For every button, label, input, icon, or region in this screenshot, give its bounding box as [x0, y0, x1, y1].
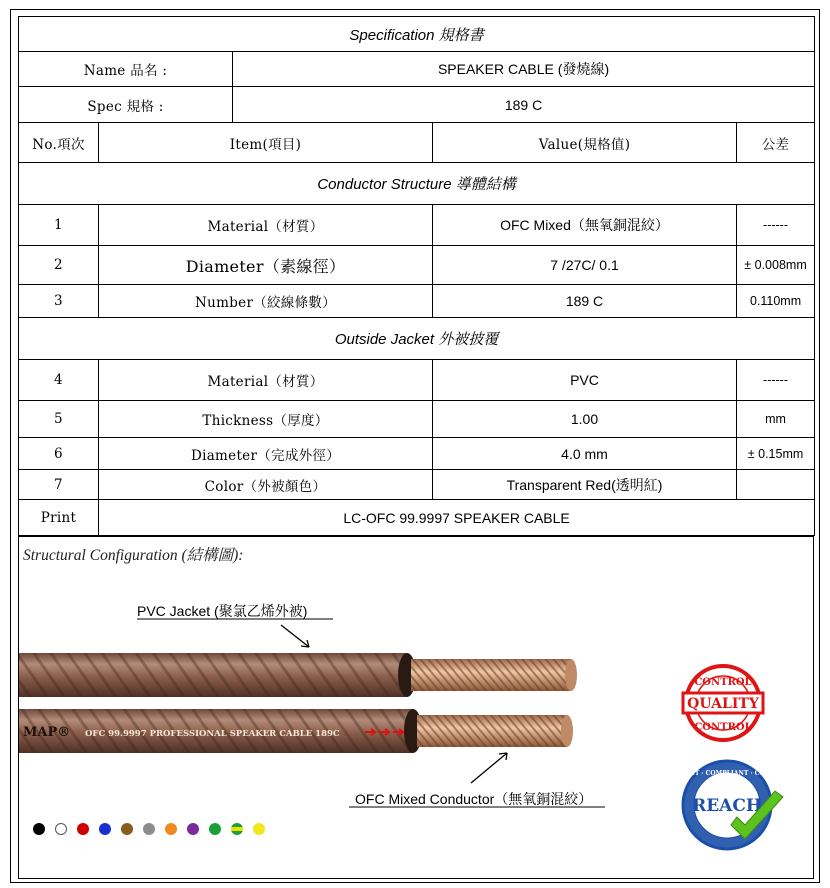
spec-value: 189 C	[233, 87, 815, 123]
row-item: Color（外被顏色）	[99, 470, 433, 500]
color-swatch-orange	[165, 823, 177, 835]
color-swatch-black	[33, 823, 45, 835]
lower-cable	[19, 709, 573, 753]
table-row	[19, 285, 815, 318]
conductor-pointer-arrow	[471, 753, 507, 783]
cable-print-text: OFC 99.9997 PROFESSIONAL SPEAKER CABLE 189C	[85, 729, 340, 739]
row-tolerance: 0.110mm	[737, 285, 815, 318]
quality-badge-middle: QUALITY	[687, 696, 759, 712]
row-no: 6	[19, 438, 99, 470]
color-swatch-purple	[187, 823, 199, 835]
color-swatch-green-yellow	[231, 823, 243, 835]
row-tolerance: ------	[737, 360, 815, 401]
row-item: Material（材質）	[99, 205, 433, 246]
row-value: 189 C	[433, 285, 737, 318]
row-no: 3	[19, 285, 99, 318]
row-item: Number（絞線條數）	[99, 285, 433, 318]
section-title-conductor: Conductor Structure 導體結構	[19, 163, 815, 205]
table-row	[19, 205, 815, 246]
quality-badge-top: CONTROL	[694, 677, 752, 688]
col-header-no: No.項次	[19, 123, 99, 163]
row-tolerance: ± 0.15mm	[737, 438, 815, 470]
row-value: PVC	[433, 360, 737, 401]
row-tolerance: ± 0.008mm	[737, 246, 815, 285]
color-swatch-brown	[121, 823, 133, 835]
row-value: OFC Mixed（無氧銅混絞）	[433, 205, 737, 246]
color-options	[33, 823, 275, 837]
color-swatch-grey	[143, 823, 155, 835]
row-tolerance: mm	[737, 401, 815, 438]
row-value: 4.0 mm	[433, 438, 737, 470]
reach-badge-ring: COMPLIANT · COMPLIANT · COMPLIANT	[656, 770, 798, 777]
row-no: 5	[19, 401, 99, 438]
name-value: SPEAKER CABLE (發燒線)	[233, 52, 815, 87]
color-swatch-blue	[99, 823, 111, 835]
row-no: 7	[19, 470, 99, 500]
quality-control-badge	[683, 666, 763, 740]
row-item: Thickness（厚度）	[99, 401, 433, 438]
row-tolerance	[737, 470, 815, 500]
section-title-jacket: Outside Jacket 外被披覆	[19, 318, 815, 360]
quality-badge-bottom: CONTROL	[694, 722, 752, 733]
row-item: Diameter（素線徑）	[99, 246, 433, 285]
row-value: 7 /27C/ 0.1	[433, 246, 737, 285]
upper-cable	[19, 653, 577, 697]
row-tolerance: ------	[737, 205, 815, 246]
row-value: 1.00	[433, 401, 737, 438]
col-header-item: Item(項目)	[99, 123, 433, 163]
structural-diagram	[18, 536, 814, 879]
jacket-pointer-arrow	[281, 625, 309, 647]
spec-table	[18, 16, 815, 536]
spec-label: Spec 規格 :	[19, 87, 233, 123]
row-no: 4	[19, 360, 99, 401]
row-value: Transparent Red(透明紅)	[433, 470, 737, 500]
table-row	[19, 360, 815, 401]
row-item: Diameter（完成外徑）	[99, 438, 433, 470]
table-row	[19, 438, 815, 470]
name-label: Name 品名 :	[19, 52, 233, 87]
conductor-label: OFC Mixed Conductor（無氧銅混絞）	[355, 791, 593, 807]
spec-title: Specification 規格書	[19, 17, 815, 52]
row-item: Material（材質）	[99, 360, 433, 401]
color-swatch-white	[55, 823, 67, 835]
print-value: LC-OFC 99.9997 SPEAKER CABLE	[99, 500, 815, 536]
table-row	[19, 246, 815, 285]
print-label: Print	[19, 500, 99, 536]
cable-print-brand: MAP®	[23, 725, 71, 740]
reach-badge-center: REACH	[692, 796, 762, 816]
color-swatch-yellow	[253, 823, 265, 835]
table-row	[19, 401, 815, 438]
col-header-tolerance: 公差	[737, 123, 815, 163]
reach-badge	[657, 761, 798, 849]
jacket-label: PVC Jacket (聚氯乙烯外被)	[137, 603, 308, 619]
color-swatch-red	[77, 823, 89, 835]
row-no: 1	[19, 205, 99, 246]
table-row	[19, 470, 815, 500]
row-no: 2	[19, 246, 99, 285]
col-header-value: Value(規格值)	[433, 123, 737, 163]
diagram-title: Structural Configuration (結構圖):	[23, 547, 244, 564]
color-swatch-green	[209, 823, 221, 835]
